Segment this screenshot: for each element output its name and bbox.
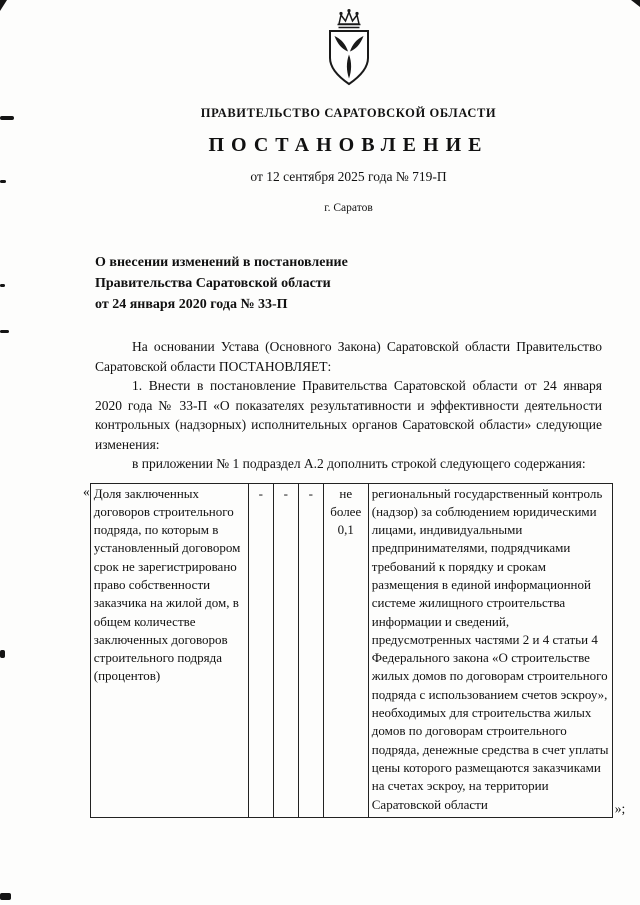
org-name: ПРАВИТЕЛЬСТВО САРАТОВСКОЙ ОБЛАСТИ [200,106,497,120]
doc-body [95,337,602,474]
cell-dash-3: - [298,483,323,817]
doc-city: г. Саратов [324,202,373,214]
doc-subject [95,252,602,315]
doc-date-number: от 12 сентября 2025 года № 719-П [250,169,447,184]
scan-artifact [0,116,14,120]
paragraph-annex-intro: в приложении № 1 подраздел А.2 дополнить строкой следующего содержания: [132,456,586,471]
cell-indicator: Доля заключенных договоров строительного подряда, по которым в установленный договором срок не зарегистрировано право собственности заказчика на жилой дом, в общем количестве заключенных договоров строительного подряда (процентов) [90,483,248,817]
doc-subject-line: Правительства Саратовской области [95,276,331,291]
paragraph-basis: На основании Устава (Основного Закона) Саратовской области Правительство Саратовской области ПОСТАНОВЛЯЕТ: [95,339,602,374]
scan-artifact [0,0,7,11]
cell-target-value: не более 0,1 [323,483,368,817]
scan-artifact [0,284,5,287]
paragraph-amendment-intro: 1. Внести в постановление Правительства Саратовской области от 24 января 2020 года № 33-П «О показателях результативности и эффективности деятельности контрольных (надзорных) исполнительных органов Саратовской области» следующие изменения: [95,378,602,452]
doc-subject-line: О внесении изменений в постановление [95,255,348,270]
saratov-coat-of-arms [95,8,602,90]
scan-artifact [0,180,6,183]
cell-dash-1: - [248,483,273,817]
scan-artifact [0,893,11,900]
amendment-table [90,483,613,818]
coat-of-arms-icon [320,8,378,88]
table-row [90,483,612,817]
scan-artifact [0,330,9,333]
cell-control-description: региональный государственный контроль (надзор) за соблюдением юридическими лицами, индивидуальными предпринимателями, подрядчиками требований к порядку и срокам размещения в единой информационной системе жилищного строительства информации и сведений, предусмотренных частями 2 и 4 статьи 4 Федерального закона «О строительстве жилых домов по договорам строительного подряда с использованием счетов эскроу», необходимых для строительства жилых домов по договорам строительного подряда, денежные средства в счет уплаты цены которого размещаются заказчиками на счетах эскроу, на территории Саратовской области [368,483,612,817]
scan-artifact [631,0,640,7]
scan-artifact [0,650,5,658]
closing-quote: »; [614,800,626,816]
cell-dash-2: - [273,483,298,817]
doc-type-title: ПОСТАНОВЛЕНИЕ [208,134,489,156]
doc-subject-line: от 24 января 2020 года № 33-П [95,297,288,312]
amendment-table-block [83,483,626,818]
opening-quote: « [83,483,90,499]
